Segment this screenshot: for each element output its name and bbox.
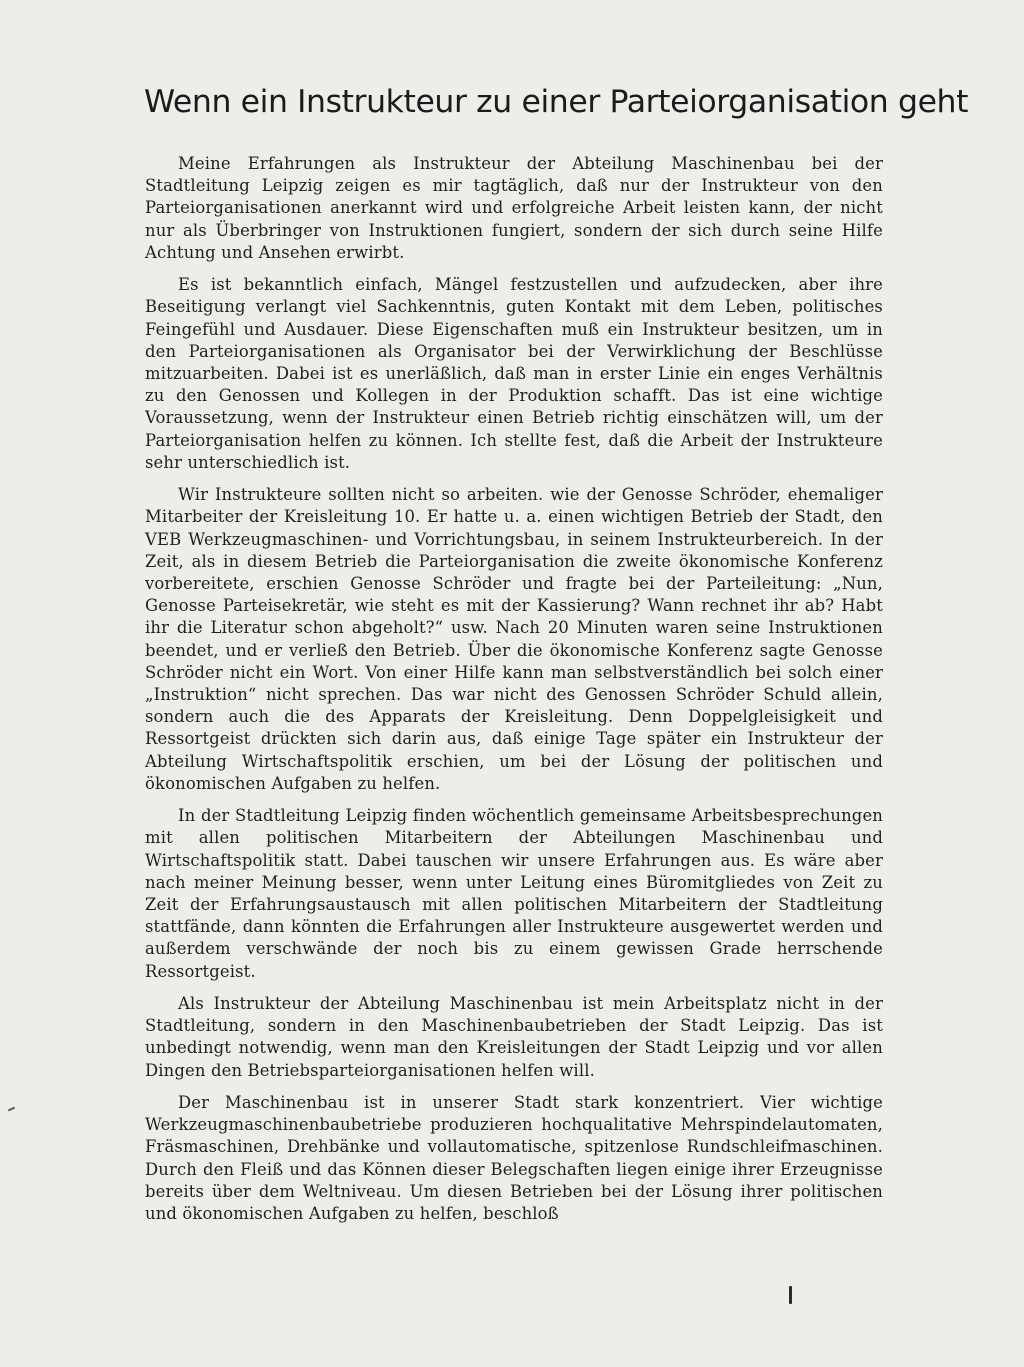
article-body xyxy=(145,153,883,1235)
print-mark xyxy=(789,1286,792,1304)
page-title: Wenn ein Instrukteur zu einer Parteiorganisation geht xyxy=(144,84,969,120)
paragraph: Es ist bekanntlich einfach, Mängel festzustellen und aufzudecken, aber ihre Beseitigung verlangt viel Sachkenntnis, guten Kontakt mit dem Leben, politisches Feingefühl und Ausdauer. Diese Eigenschaften muß ein Instrukteur besitzen, um in den Parteiorganisationen als Organisator bei der Verwirklichung der Beschlüsse mitzuarbeiten. Dabei ist es unerläßlich, daß man in erster Linie ein enges Verhältnis zu den Genossen und Kollegen in der Produktion schafft. Das ist eine wichtige Voraussetzung, wenn der Instrukteur einen Betrieb richtig einschätzen will, um der Parteiorganisation helfen zu können. Ich stellte fest, daß die Arbeit der Instrukteure sehr unterschiedlich ist. xyxy=(145,275,883,472)
paragraph: In der Stadtleitung Leipzig finden wöchentlich gemeinsame Arbeitsbesprechungen mit allen politischen Mitarbeitern der Abteilungen Maschinenbau und Wirtschaftspolitik statt. Dabei tauschen wir unsere Erfahrungen aus. Es wäre aber nach meiner Meinung besser, wenn unter Leitung eines Büromitgliedes von Zeit zu Zeit der Erfahrungsaustausch mit allen politischen Mitarbeitern der Stadtleitung stattfände, dann könnten die Erfahrungen aller Instrukteure ausgewertet werden und außerdem verschwände der noch bis zu einem gewissen Grade herrschende Ressortgeist. xyxy=(145,806,883,981)
paragraph: Wir Instrukteure sollten nicht so arbeiten. wie der Genosse Schröder, ehemaliger Mitarbeiter der Kreisleitung 10. Er hatte u. a. einen wichtigen Betrieb der Stadt, den VEB Werkzeugmaschinen- und Vorrichtungsbau, in seinem Instrukteurbereich. In der Zeit, als in diesem Betrieb die Parteiorganisation die zweite ökonomische Konferenz vorbereitete, erschien Genosse Schröder und fragte bei der Parteileitung: „Nun, Genosse Parteisekretär, wie steht es mit der Kassierung? Wann rechnet ihr ab? Habt ihr die Literatur schon abgeholt?“ usw. Nach 20 Minuten waren seine Instruktionen beendet, und er verließ den Betrieb. Über die ökonomische Konferenz sagte Genosse Schröder nicht ein Wort. Von einer Hilfe kann man selbstverständlich bei solch einer „Instruktion“ nicht sprechen. Das war nicht des Genossen Schröder Schuld allein, sondern auch die des Apparats der Kreisleitung. Denn Doppelgleisigkeit und Ressortgeist drückten sich darin aus, daß einige Tage später ein Instrukteur der Abteilung Wirtschaftspolitik erschien, um bei der Lösung der politischen und ökonomischen Aufgaben zu helfen. xyxy=(145,485,883,793)
scan-speck xyxy=(8,1107,15,1112)
paragraph: Der Maschinenbau ist in unserer Stadt stark konzentriert. Vier wichtige Werkzeugmaschinenbaubetriebe produzieren hochqualitative Mehrspindelautomaten, Fräsmaschinen, Drehbänke und vollautomatische, spitzenlose Rundschleifmaschinen. Durch den Fleiß und das Können dieser Belegschaften liegen einige ihrer Erzeugnisse bereits über dem Weltniveau. Um diesen Betrieben bei der Lösung ihrer politischen und ökonomischen Aufgaben zu helfen, beschloß xyxy=(145,1093,883,1224)
paragraph: Meine Erfahrungen als Instrukteur der Abteilung Maschinenbau bei der Stadtleitung Leipzig zeigen es mir tagtäglich, daß nur der Instrukteur von den Parteiorganisationen anerkannt wird und erfolgreiche Arbeit leisten kann, der nicht nur als Überbringer von Instruktionen fungiert, sondern der sich durch seine Hilfe Achtung und Ansehen erwirbt. xyxy=(145,154,883,262)
paragraph: Als Instrukteur der Abteilung Maschinenbau ist mein Arbeitsplatz nicht in der Stadtleitung, sondern in den Maschinenbaubetrieben der Stadt Leipzig. Das ist unbedingt notwendig, wenn man den Kreisleitungen der Stadt Leipzig und vor allen Dingen den Betriebsparteiorganisationen helfen will. xyxy=(145,994,883,1080)
